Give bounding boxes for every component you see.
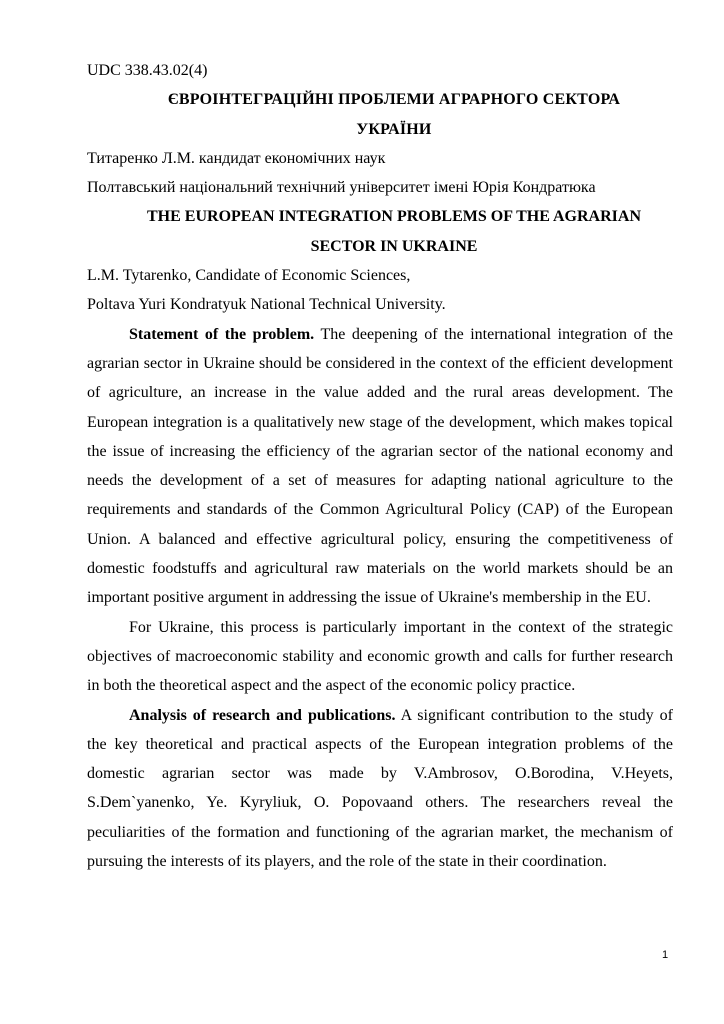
paragraph-analysis-of-research	[87, 701, 673, 877]
title-english-line-2: SECTOR IN UKRAINE	[310, 237, 478, 255]
title-english-line-1: THE EUROPEAN INTEGRATION PROBLEMS OF THE AGRARIAN	[147, 208, 641, 226]
paragraph-lead-heading: Statement of the problem.	[129, 325, 315, 343]
title-ukrainian-line-2: УКРАЇНИ	[356, 120, 432, 138]
document-page	[87, 56, 673, 876]
udc-code: UDC 338.43.02(4)	[87, 62, 208, 79]
paragraph-lead-heading: Analysis of research and publications.	[129, 706, 396, 724]
title-ukrainian-line-1: ЄВРОІНТЕГРАЦІЙНІ ПРОБЛЕМИ АГРАРНОГО СЕКТОРА	[167, 91, 621, 109]
paragraph-ukraine-context	[87, 613, 673, 701]
page-number: 1	[662, 949, 669, 961]
paragraph-statement-of-problem	[87, 320, 673, 613]
author-english: L.M. Tytarenko, Candidate of Economic Sciences,	[87, 267, 411, 285]
paragraph-body-text: A significant contribution to the study of the key theoretical and practical aspects of the European integration problems of the domestic agrarian sector was made by V.Ambrosov, O.Borodina, V.Heyets, S.Dem`yanenko, Ye. Kyryliuk, O. Popovaand others. The researchers reveal the peculiarities of the formation and functioning of the agrarian market, the mechanism of pursuing the interests of its players, and the role of the state in their coordination.	[87, 706, 674, 871]
affiliation-ukrainian: Полтавський національний технічний університет імені Юрія Кондратюка	[87, 179, 596, 197]
affiliation-english: Poltava Yuri Kondratyuk National Technical University.	[87, 296, 446, 314]
paragraph-body-text: The deepening of the international integration of the agrarian sector in Ukraine should be considered in the context of the efficient development of agriculture, an increase in the value added and the rural areas development. The European integration is a qualitatively new stage of the development, which makes topical the issue of increasing the efficiency of the agrarian sector of the national economy and needs the development of a set of measures for adapting national agriculture to the requirements and standards of the Common Agricultural Policy (CAP) of the European Union. A balanced and effective agricultural policy, ensuring the competitiveness of domestic foodstuffs and agricultural raw materials on the world markets should be an important positive argument in addressing the issue of Ukraine's membership in the EU.	[87, 325, 673, 607]
paragraph-body-text: For Ukraine, this process is particularly important in the context of the strategic objectives of macroeconomic stability and economic growth and calls for further research in both the theoretical aspect and the aspect of the economic policy practice.	[87, 618, 673, 695]
author-ukrainian: Титаренко Л.М. кандидат економічних наук	[87, 149, 386, 167]
